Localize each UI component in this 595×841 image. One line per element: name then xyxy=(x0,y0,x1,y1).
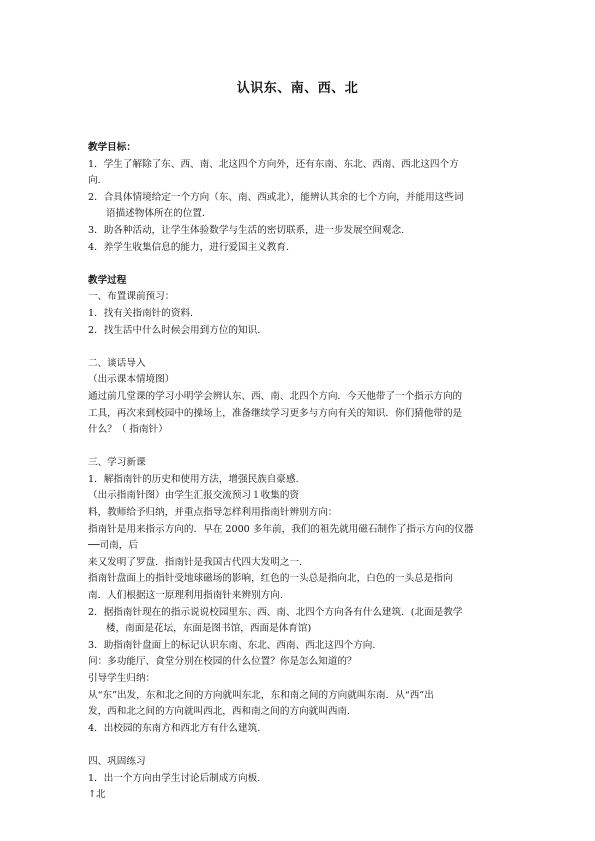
goal-line: 2．合具体情境给定一个方向（东、南、西或北），能辨认其余的七个方向，并能用这些词 xyxy=(88,191,464,203)
goal-line: 4．养学生收集信息的能力，进行爱国主义教育. xyxy=(88,241,290,253)
process-line: 工具，再次来到校园中的操场上，准备继续学习更多与方向有关的知识．你们猜他带的是 xyxy=(88,407,463,419)
process-line: 从“东”出发，东和北之间的方向就叫东北，东和南之间的方向就叫东南．从“西”出 xyxy=(88,689,434,701)
process-line: 3．助指南针盘面上的标记认识东南、东北、西南、西北这四个方向. xyxy=(88,639,376,651)
process-line: 4．出校园的东南方和西北方有什么建筑. xyxy=(88,722,261,734)
goal-line: 向. xyxy=(88,175,101,187)
goal-line: 1．学生了解除了东、西、南、北这四个方向外，还有东南、东北、西南、西北这四个方 xyxy=(88,158,459,170)
process-line: （出示指南针图）由学生汇报交流预习１收集的资 xyxy=(88,490,300,502)
process-line: 1．解指南针的历史和使用方法，增强民族自豪感. xyxy=(88,473,299,485)
process-line: 二、谈话导入 xyxy=(88,357,146,369)
process-line: 楼，南面是花坛，东面是图书馆，西面是体育馆) xyxy=(106,623,312,635)
goal-line: 语描述物体所在的位置. xyxy=(106,208,205,220)
process-line: ──司南，后 xyxy=(88,540,138,552)
process-line: 四、巩固练习 xyxy=(88,755,146,767)
process-line: 指南针是用来指示方向的．早在 2000 多年前，我们的祖先就用磁石制作了指示方向的仪器 xyxy=(88,523,474,535)
process-line: 2．找生活中什么时候会用到方位的知识. xyxy=(88,324,261,336)
process-line: 指南针盘面上的指针受地球磁场的影响，红色的一头总是指向北，白色的一头总是指向 xyxy=(88,573,453,585)
process-line: 问：多功能厅、食堂分别在校园的什么位置？你是怎么知道的？ xyxy=(88,656,357,668)
process-line: 南．人们根据这一原理利用指南针来辨别方向. xyxy=(88,590,283,602)
goal-line: 3．助各种活动，让学生体验数学与生活的密切联系，进一步发展空间观念. xyxy=(88,224,405,236)
process-line: 通过前几堂课的学习小明学会辨认东、西、南、北四个方向．今天他带了一个指示方向的 xyxy=(88,390,463,402)
process-line: 一、布置课前预习： xyxy=(88,291,175,303)
process-line: 2．据指南针现在的指示说说校园里东、西、南、北四个方向各有什么建筑．(北面是教学 xyxy=(88,606,463,618)
goals-heading: 教学目标： xyxy=(88,142,136,153)
process-line: ↑北 xyxy=(88,789,106,801)
process-line: 料，教师给予归纳，并重点指导怎样利用指南针辨别方向： xyxy=(88,507,338,519)
process-heading: 教学过程 xyxy=(88,274,127,286)
process-line: 引导学生归纳： xyxy=(88,673,156,684)
process-line: 1．找有关指南针的资料. xyxy=(88,307,194,319)
process-line: 来又发明了罗盘．指南针是我国古代四大发明之一. xyxy=(88,556,303,568)
page-title: 认识东、南、西、北 xyxy=(236,81,359,96)
process-line: 三、学习新课 xyxy=(88,457,146,469)
process-line: 什么？（ 指南针） xyxy=(88,424,168,436)
process-line: 1．出一个方向由学生讨论后制成方向板. xyxy=(88,772,261,784)
process-line: （出示课本情境图） xyxy=(88,374,175,386)
process-line: 发，西和北之间的方向就叫西北，西和南之间的方向就叫西南. xyxy=(88,706,351,718)
